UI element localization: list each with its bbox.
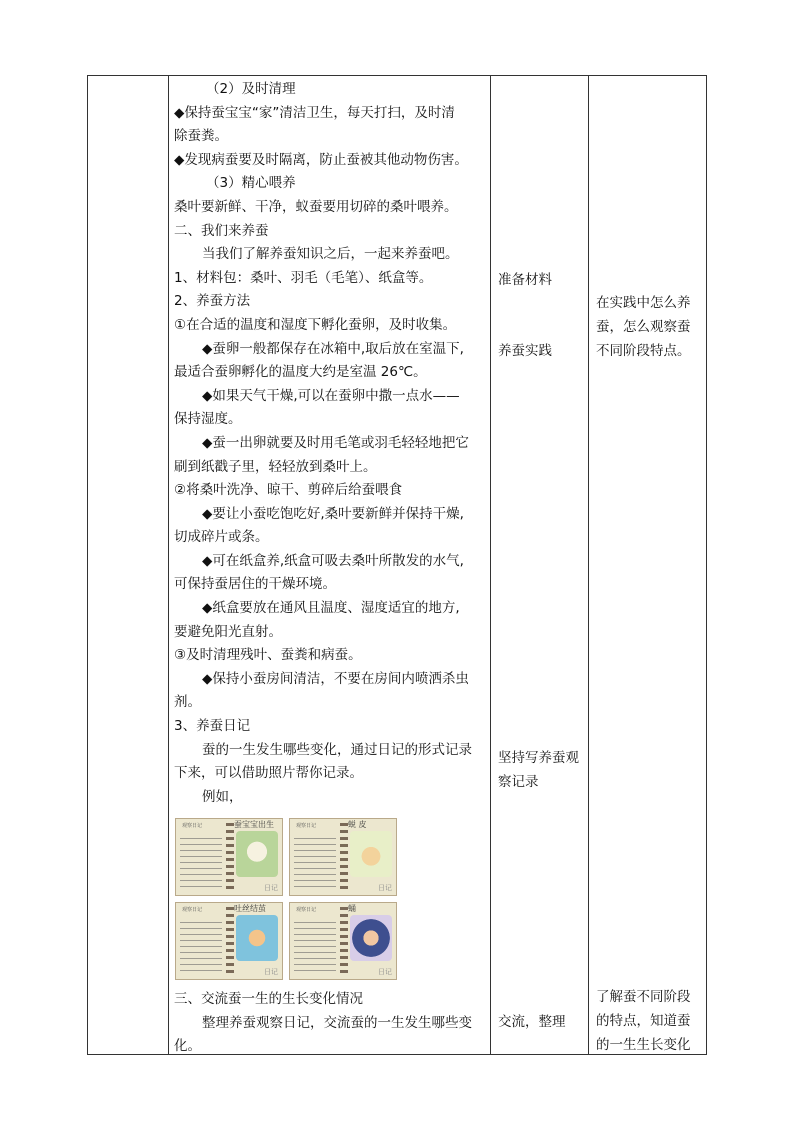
content-line: 下来，可以借助照片帮你记录。 [174, 765, 363, 782]
diary-caption: 蛹 [348, 904, 356, 913]
binder-rings [340, 823, 348, 893]
content-line: 化。 [174, 1038, 201, 1055]
binder-rings [226, 907, 234, 977]
intent-line: 在实践中怎么养 [596, 295, 691, 311]
content-line: ◆蚕卵一般都保存在冰箱中,取后放在室温下, [202, 340, 464, 357]
diary-page [289, 818, 397, 896]
diary-text-lines [180, 917, 222, 973]
diary-text-lines [180, 833, 222, 889]
lesson-table [87, 75, 707, 1055]
content-line: 除蚕粪。 [174, 128, 228, 145]
cocoon-spinning-illustration [236, 915, 278, 961]
student-activity-cell [491, 76, 589, 1054]
empty-first-column [88, 76, 168, 1054]
content-line: ◆如果天气干燥,可以在蚕卵中撒一点水—— [202, 387, 460, 404]
content-line: 要避免阳光直射。 [174, 623, 282, 640]
diary-text-lines [294, 917, 336, 973]
activity-diary-line: 坚持写养蚕观 [498, 750, 579, 766]
content-line: 整理养蚕观察日记，交流蚕的一生发生哪些变 [202, 1014, 472, 1031]
pupa-illustration [350, 915, 392, 961]
content-line: 切成碎片或条。 [174, 529, 269, 546]
content-line: 当我们了解养蚕知识之后，一起来养蚕吧。 [202, 246, 459, 263]
diary-text-lines [294, 833, 336, 889]
diary-header: 观察日记 [296, 907, 317, 913]
content-line: 剂。 [174, 694, 201, 711]
diary-header: 观察日记 [182, 907, 203, 913]
content-line: 3、养蚕日记 [174, 718, 251, 735]
intent-line: 的一生生长变化 [596, 1037, 691, 1053]
content-line: （2）及时清理 [206, 81, 296, 97]
content-line: 保持湿度。 [174, 411, 242, 428]
molting-illustration [350, 831, 392, 877]
content-line: 最适合蚕卵孵化的温度大约是室温 26℃。 [174, 364, 427, 381]
content-line: ◆蚕一出卵就要及时用毛笔或羽毛轻轻地把它 [202, 434, 469, 451]
diary-page [289, 902, 397, 980]
diary-page-number: 日记 [378, 884, 392, 892]
diary-header: 观察日记 [296, 823, 317, 829]
exchange-section [174, 988, 472, 1059]
silkworm-hatch-illustration [236, 831, 278, 877]
content-line: 1、材料包：桑叶、羽毛（毛笔）、纸盒等。 [174, 269, 433, 286]
binder-rings [226, 823, 234, 893]
content-line: 蚕的一生发生哪些变化，通过日记的形式记录 [202, 741, 472, 758]
diary-examples-image [175, 818, 397, 982]
activity-practice: 养蚕实践 [498, 343, 552, 359]
content-line: ◆保持蚕宝宝“家”清洁卫生，每天打扫，及时清 [174, 104, 455, 121]
content-line: ◆保持小蚕房间清洁，不要在房间内喷洒杀虫 [202, 670, 469, 687]
activity-prepare: 准备材料 [498, 272, 552, 288]
content-line: 刷到纸戳子里，轻轻放到桑叶上。 [174, 458, 377, 475]
content-line: （3）精心喂养 [206, 175, 296, 192]
content-line: ◆要让小蚕吃饱吃好,桑叶要新鲜并保持干燥, [202, 505, 464, 522]
diary-caption: 吐丝结茧 [234, 904, 266, 913]
content-line: ◆可在纸盒养,纸盒可吸去桑叶所散发的水气, [202, 552, 464, 569]
activity-exchange: 交流，整理 [498, 1014, 566, 1030]
diary-page [175, 818, 283, 896]
content-line: ①在合适的温度和湿度下孵化蚕卵，及时收集。 [174, 316, 457, 333]
diary-header: 观察日记 [182, 823, 203, 829]
content-line: 例如， [202, 788, 243, 805]
content-line: ◆纸盒要放在通风且温度、湿度适宜的地方, [202, 600, 460, 617]
content-line: 桑叶要新鲜、干净，蚁蚕要用切碎的桑叶喂养。 [174, 198, 458, 215]
section-heading: 二、我们来养蚕 [174, 222, 269, 239]
diary-caption: 蜕 皮 [348, 820, 367, 829]
intent-line: 的特点，知道蚕 [596, 1013, 691, 1029]
diary-page-number: 日记 [264, 884, 278, 892]
teaching-content-cell [169, 76, 491, 1054]
content-line: 2、养蚕方法 [174, 293, 251, 310]
diary-page-number: 日记 [264, 968, 278, 976]
content-line: ◆发现病蚕要及时隔离，防止蚕被其他动物伤害。 [174, 151, 468, 168]
diary-page-number: 日记 [378, 968, 392, 976]
intent-line: 不同阶段特点。 [596, 343, 691, 359]
intent-line: 了解蚕不同阶段 [596, 989, 691, 1005]
content-line: ③及时清理残叶、蚕粪和病蚕。 [174, 647, 362, 664]
design-intent-cell [589, 76, 707, 1054]
diary-caption: 蚕宝宝出生 [234, 820, 274, 829]
intent-line: 蚕，怎么观察蚕 [596, 319, 691, 335]
content-line: 可保持蚕居住的干燥环境。 [174, 576, 336, 593]
binder-rings [340, 907, 348, 977]
section-heading: 三、交流蚕一生的生长变化情况 [174, 991, 363, 1007]
content-line: ②将桑叶洗净、晾干、剪碎后给蚕喂食 [174, 482, 403, 499]
activity-diary-line: 察记录 [498, 774, 539, 790]
diary-page [175, 902, 283, 980]
